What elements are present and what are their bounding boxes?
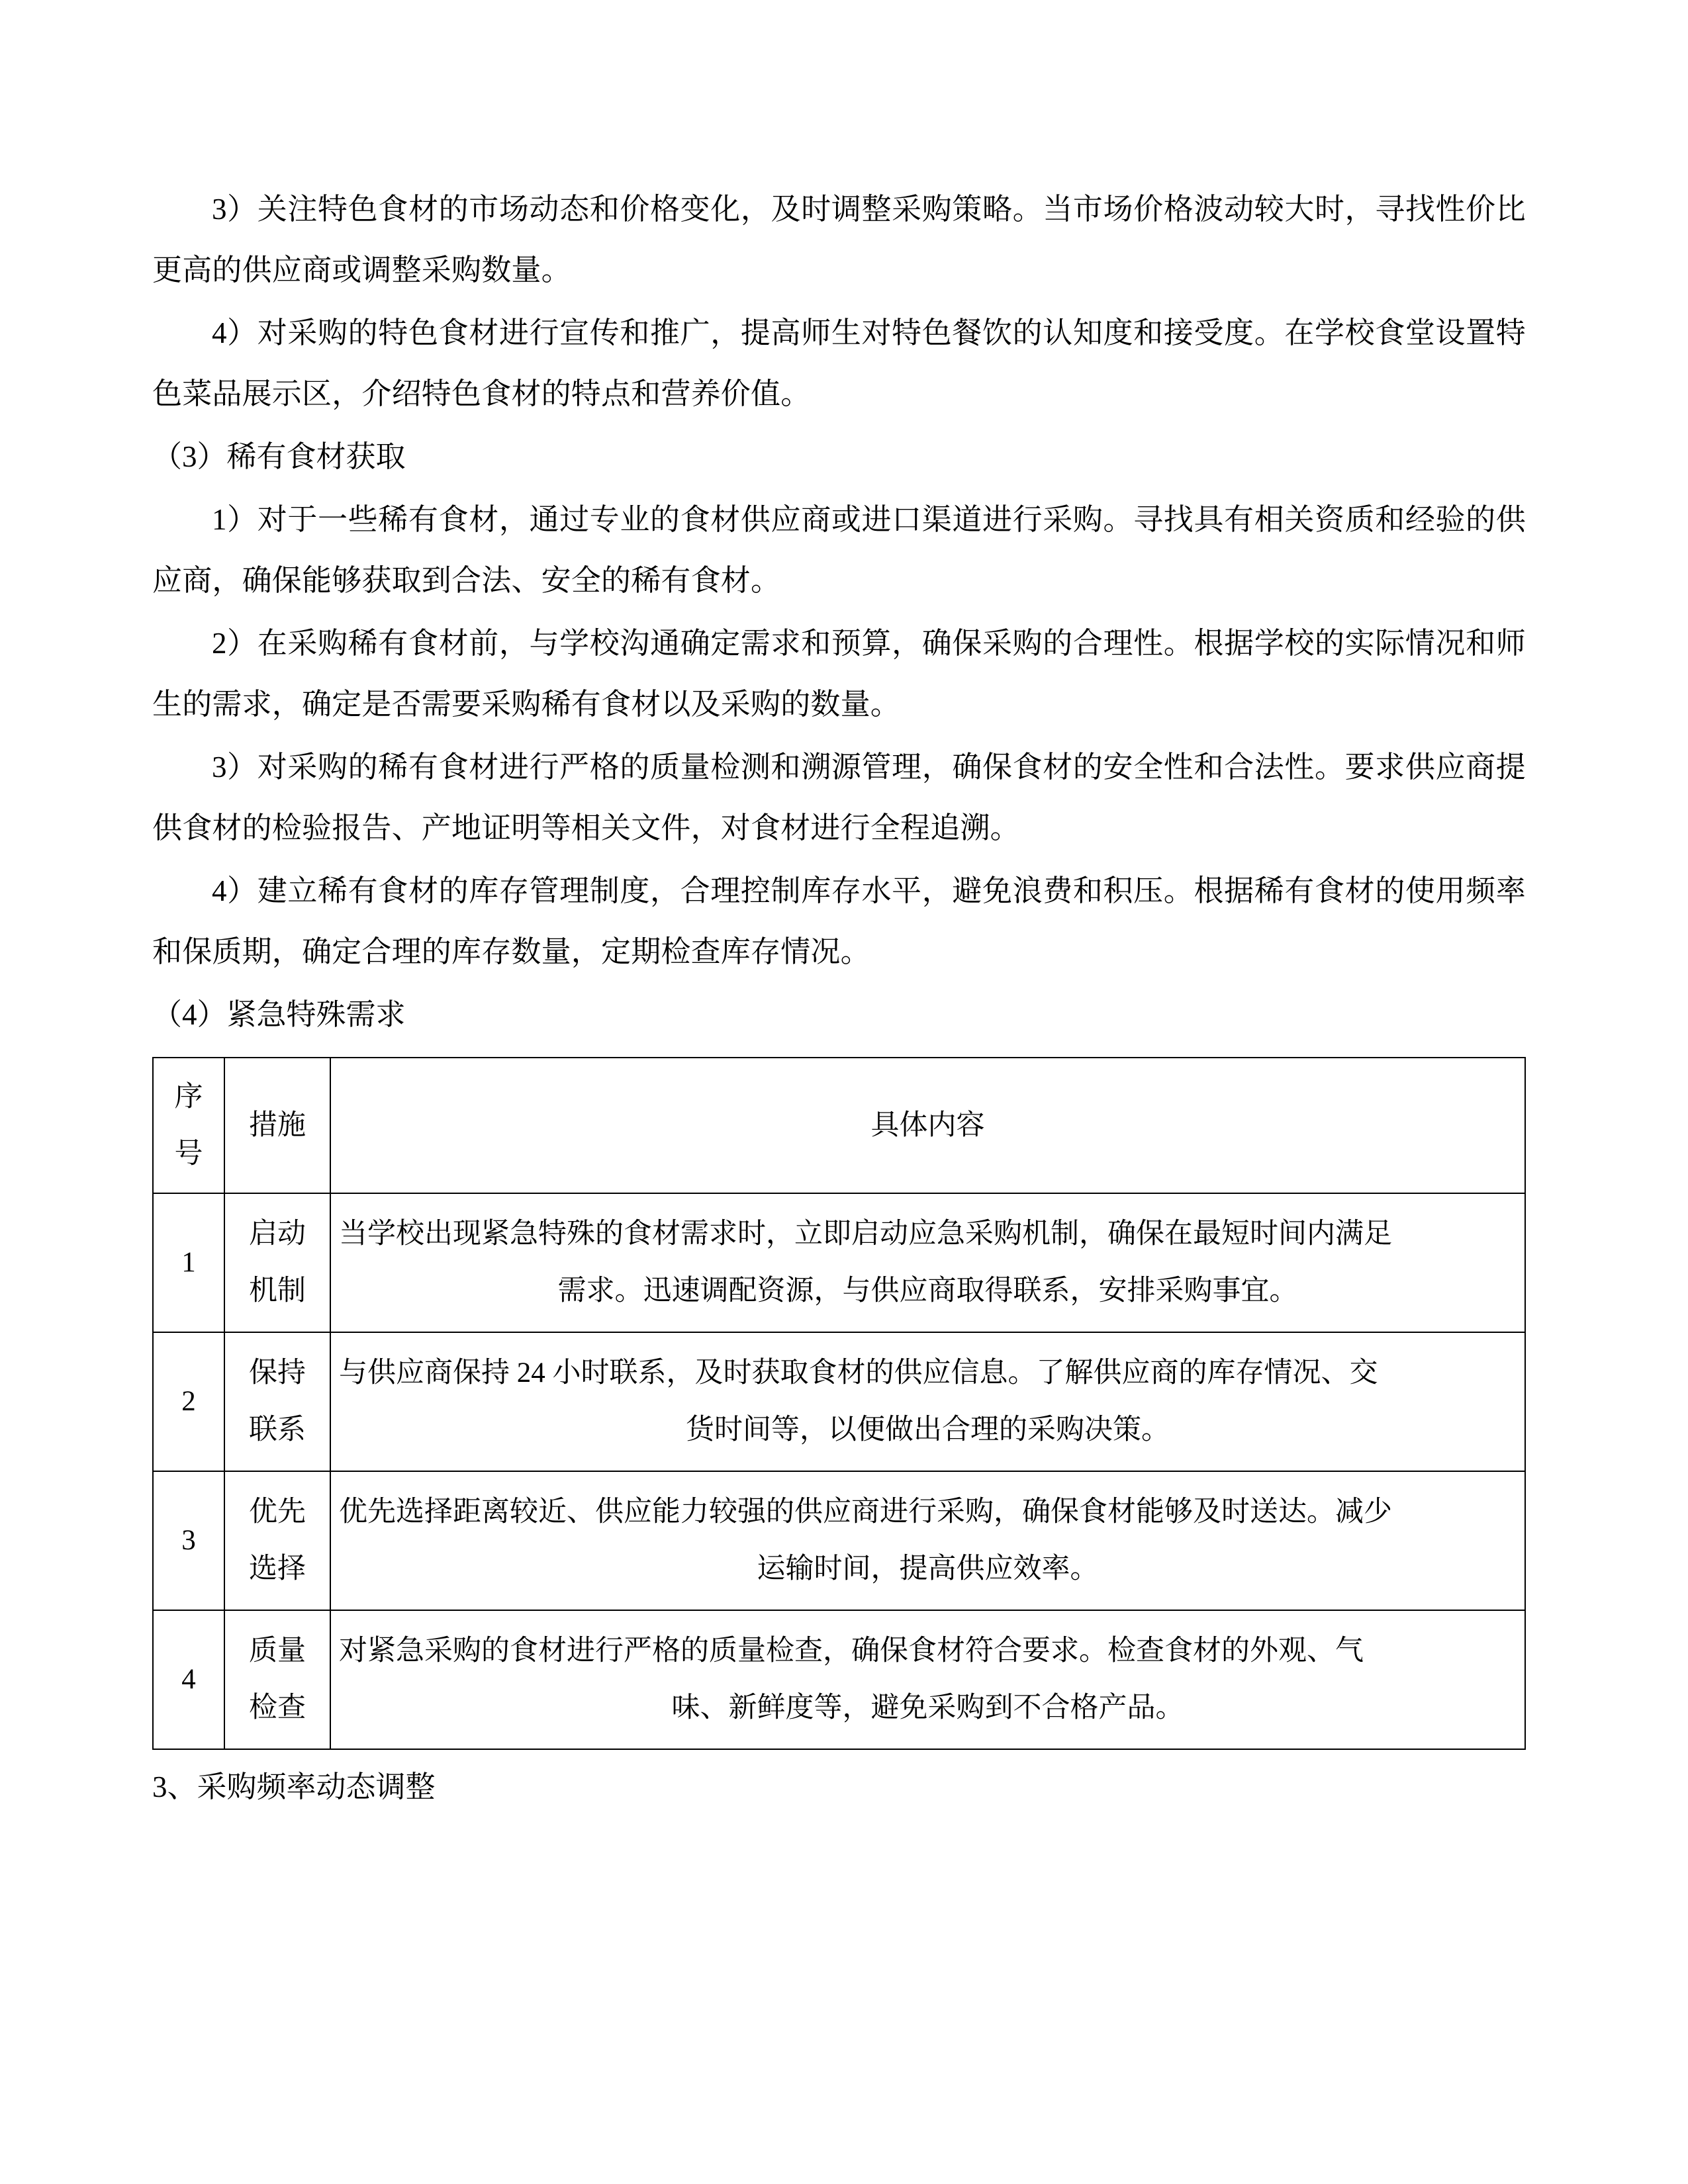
content-last-line: 味、新鲜度等，避免采购到不合格产品。 bbox=[671, 1692, 1184, 1723]
content-main-text: 对紧急采购的食材进行严格的质量检查，确保食材符合要求。检查食材的外观、气 bbox=[339, 1635, 1364, 1666]
cell-measure bbox=[224, 1332, 330, 1471]
heading-rare-ingredients: （3）稀有食材获取 bbox=[152, 440, 406, 473]
heading-frequency-adjustment: 3、采购频率动态调整 bbox=[152, 1770, 436, 1803]
content-main-text: 与供应商保持 24 小时联系，及时获取食材的供应信息。了解供应商的库存情况、交 bbox=[339, 1357, 1378, 1388]
measure-line-2: 机制 bbox=[249, 1275, 306, 1306]
measure-line-2: 联系 bbox=[249, 1414, 306, 1445]
header-cell-content: 具体内容 bbox=[330, 1058, 1525, 1193]
cell-content bbox=[330, 1471, 1525, 1610]
cell-measure bbox=[224, 1471, 330, 1610]
table-row bbox=[153, 1471, 1525, 1610]
measure-line-2: 选择 bbox=[249, 1553, 306, 1584]
paragraph-rare-3: 3）对采购的稀有食材进行严格的质量检测和溯源管理，确保食材的安全性和合法性。要求供应商提供食材的检验报告、产地证明等相关文件，对食材进行全程追溯。 bbox=[152, 751, 1526, 844]
measure-line-1: 保持 bbox=[249, 1357, 306, 1388]
header-no-line-2: 号 bbox=[174, 1138, 203, 1169]
table-row bbox=[153, 1332, 1525, 1471]
cell-content bbox=[330, 1193, 1525, 1332]
paragraph-promotion: 4）对采购的特色食材进行宣传和推广，提高师生对特色餐饮的认知度和接受度。在学校食堂设置特色菜品展示区，介绍特色食材的特点和营养价值。 bbox=[152, 316, 1526, 410]
header-no-line-1: 序 bbox=[174, 1081, 203, 1113]
cell-row-number: 3 bbox=[153, 1471, 224, 1610]
measure-line-1: 启动 bbox=[249, 1218, 306, 1250]
cell-measure bbox=[224, 1193, 330, 1332]
content-last-line: 货时间等，以便做出合理的采购决策。 bbox=[686, 1414, 1170, 1445]
paragraph-rare-1: 1）对于一些稀有食材，通过专业的食材供应商或进口渠道进行采购。寻找具有相关资质和经验的供应商，确保能够获取到合法、安全的稀有食材。 bbox=[152, 503, 1526, 597]
content-main-text: 优先选择距离较近、供应能力较强的供应商进行采购，确保食材能够及时送达。减少 bbox=[339, 1496, 1392, 1527]
paragraph-rare-4: 4）建立稀有食材的库存管理制度，合理控制库存水平，避免浪费和积压。根据稀有食材的使用频率和保质期，确定合理的库存数量，定期检查库存情况。 bbox=[152, 874, 1526, 968]
table-header-row bbox=[153, 1058, 1525, 1193]
heading-emergency-needs: （4）紧急特殊需求 bbox=[152, 998, 406, 1031]
table-row bbox=[153, 1193, 1525, 1332]
paragraph-rare-2: 2）在采购稀有食材前，与学校沟通确定需求和预算，确保采购的合理性。根据学校的实际情况和师生的需求，确定是否需要采购稀有食材以及采购的数量。 bbox=[152, 627, 1526, 721]
cell-content bbox=[330, 1610, 1525, 1749]
document-body bbox=[152, 179, 1526, 1817]
cell-row-number: 2 bbox=[153, 1332, 224, 1471]
content-last-line: 运输时间，提高供应效率。 bbox=[757, 1553, 1099, 1584]
header-cell-measure: 措施 bbox=[224, 1058, 330, 1193]
measure-line-1: 质量 bbox=[249, 1635, 306, 1666]
cell-row-number: 1 bbox=[153, 1193, 224, 1332]
cell-content bbox=[330, 1332, 1525, 1471]
table-row bbox=[153, 1610, 1525, 1749]
paragraph-market-dynamics: 3）关注特色食材的市场动态和价格变化，及时调整采购策略。当市场价格波动较大时，寻找性价比更高的供应商或调整采购数量。 bbox=[152, 193, 1526, 287]
emergency-measures-table bbox=[152, 1057, 1526, 1750]
content-main-text: 当学校出现紧急特殊的食材需求时，立即启动应急采购机制，确保在最短时间内满足 bbox=[339, 1218, 1392, 1250]
cell-measure bbox=[224, 1610, 330, 1749]
measure-line-2: 检查 bbox=[249, 1692, 306, 1723]
measure-line-1: 优先 bbox=[249, 1496, 306, 1527]
header-cell-no bbox=[153, 1058, 224, 1193]
content-last-line: 需求。迅速调配资源，与供应商取得联系，安排采购事宜。 bbox=[557, 1275, 1298, 1306]
cell-row-number: 4 bbox=[153, 1610, 224, 1749]
